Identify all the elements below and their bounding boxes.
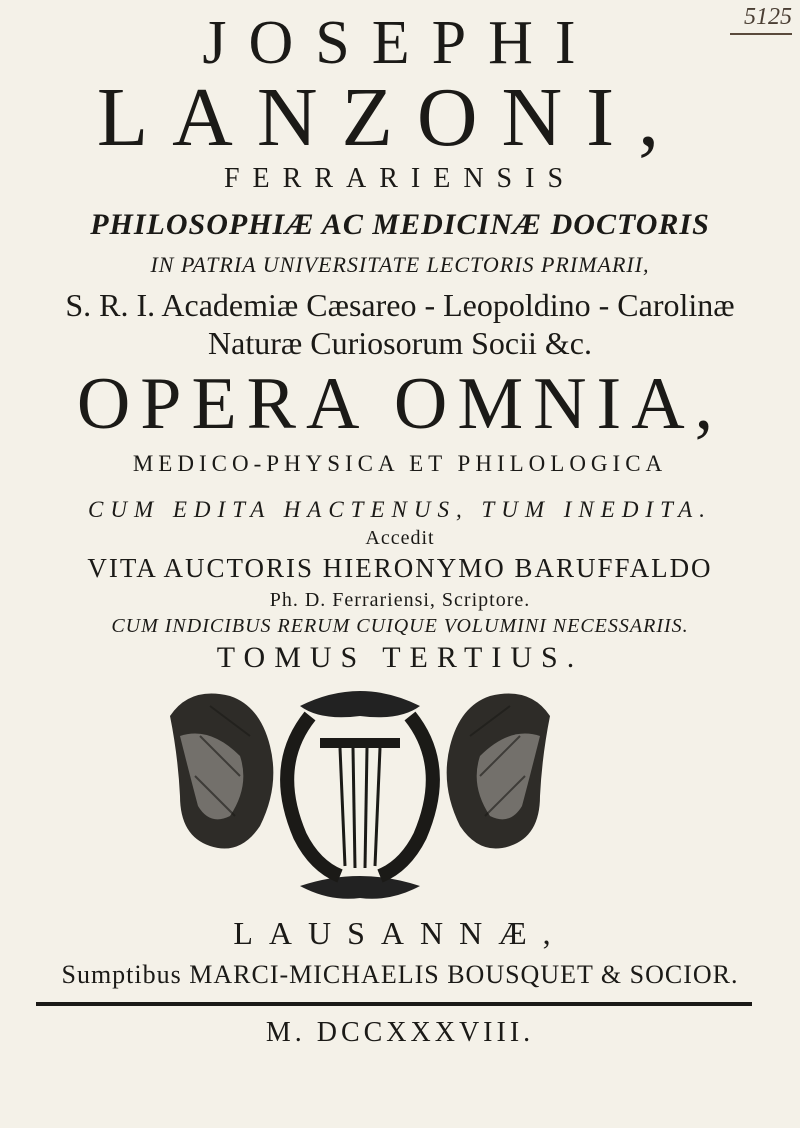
- edition-status: CUM EDITA HACTENUS, TUM INEDITA.: [88, 497, 712, 522]
- author-position: IN PATRIA UNIVERSITATE LECTORIS PRIMARII,: [150, 252, 650, 277]
- work-title: OPERA OMNIA,: [76, 363, 724, 445]
- imprint-place: LAUSANNÆ,: [233, 915, 567, 951]
- shelfmark: 5125: [744, 4, 792, 30]
- vita-subline: Ph. D. Ferrariensi, Scriptore.: [269, 589, 531, 611]
- author-degree: PHILOSOPHIÆ AC MEDICINÆ DOCTORIS: [90, 208, 710, 241]
- imprint-publisher: Sumptibus MARCI-MICHAELIS BOUSQUET & SOCIOR.: [61, 960, 739, 989]
- indices-line: CUM INDICIBUS RERUM CUIQUE VOLUMINI NECESSARIIS.: [111, 615, 689, 637]
- author-last-name: LANZONI,: [96, 71, 684, 164]
- author-origin: FERRARIENSIS: [223, 163, 577, 194]
- volume-label: TOMUS TERTIUS.: [216, 641, 584, 674]
- society-line-1: S. R. I. Academiæ Cæsareo - Leopoldino - Carolinæ: [65, 287, 735, 323]
- author-first-name: JOSEPHI: [202, 9, 598, 77]
- vita-line: VITA AUCTORIS HIERONYMO BARUFFALDO: [87, 553, 713, 583]
- accedit-label: Accedit: [365, 527, 435, 549]
- imprint-date: M. DCCXXXVIII.: [265, 1017, 535, 1048]
- society-line-2: Naturæ Curiosorum Socii &c.: [208, 325, 592, 361]
- work-subtitle: MEDICO-PHYSICA ET PHILOLOGICA: [132, 451, 668, 476]
- imprint-rule: [36, 1002, 752, 1006]
- lyre-ornament: [150, 676, 570, 906]
